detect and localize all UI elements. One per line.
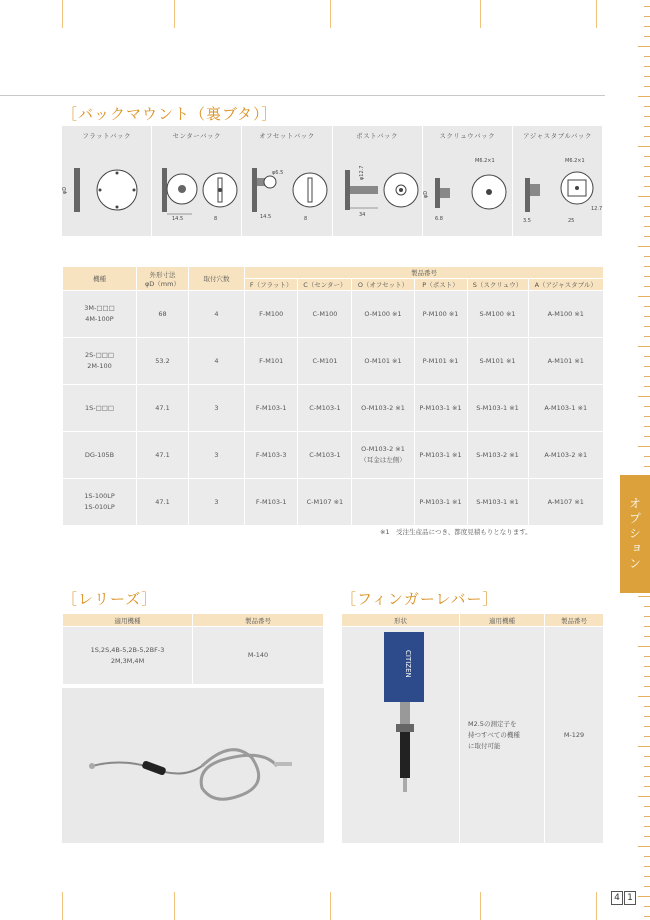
cell-s: S-M100 ※1 <box>467 291 528 338</box>
ruler-mark <box>644 66 650 67</box>
ruler-mark <box>644 676 650 677</box>
ruler-mark <box>644 36 650 37</box>
col-f: F（フラット） <box>245 279 298 291</box>
margin-tick <box>174 892 175 920</box>
col-holes: 取付穴数 <box>189 267 245 291</box>
ruler-mark <box>644 686 650 687</box>
table-row <box>63 338 604 385</box>
cell-o: O-M100 ※1 <box>352 291 414 338</box>
ruler-mark <box>644 716 650 717</box>
offset-dim-8: 8 <box>304 216 308 222</box>
cell-model: 3M-□□□ 4M-100P <box>63 291 137 338</box>
ruler-mark <box>644 326 650 327</box>
ruler-mark <box>644 136 650 137</box>
ruler-mark <box>638 596 650 597</box>
ruler-mark <box>644 616 650 617</box>
finger-product: M-129 <box>545 627 604 844</box>
adjustable-back-cell <box>513 126 602 236</box>
ruler-mark <box>644 366 650 367</box>
ruler-mark <box>644 76 650 77</box>
cell-holes: 3 <box>189 385 245 432</box>
side-tab: オプション <box>620 475 650 593</box>
screw-back-label: スクリュウバック <box>439 132 496 140</box>
ruler-mark <box>644 286 650 287</box>
ruler-mark <box>638 446 650 447</box>
table-row <box>63 479 604 526</box>
release-col-product: 製品番号 <box>193 614 324 627</box>
cell-model: 2S-□□□ 2M-100 <box>63 338 137 385</box>
ruler-mark <box>644 266 650 267</box>
back-mount-diagrams <box>62 126 602 236</box>
ruler-mark <box>638 696 650 697</box>
cell-f: F-M103-3 <box>245 432 298 479</box>
ruler-mark <box>644 906 650 907</box>
ruler-mark <box>644 466 650 467</box>
ruler-mark <box>644 866 650 867</box>
finger-col-shape: 形状 <box>342 614 460 627</box>
offset-back-drawing <box>242 148 332 236</box>
cell-f: F-M103-1 <box>245 479 298 526</box>
cell-outer: 47.1 <box>137 432 189 479</box>
center-back-cell <box>152 126 242 236</box>
col-s: S（スクリュウ） <box>467 279 528 291</box>
cell-p: P-M101 ※1 <box>414 338 467 385</box>
margin-tick <box>596 892 597 920</box>
cell-c: C-M107 ※1 <box>298 479 352 526</box>
cell-a: A-M103-1 ※1 <box>528 385 603 432</box>
ruler-mark <box>644 176 650 177</box>
col-model: 機種 <box>63 267 137 291</box>
page-number-digit-2: 1 <box>624 891 636 905</box>
release-product: M-140 <box>193 627 324 685</box>
ruler-mark <box>644 666 650 667</box>
cell-p: P-M103-1 ※1 <box>414 385 467 432</box>
ruler-mark <box>644 756 650 757</box>
center-dim-8: 8 <box>214 216 218 222</box>
ruler-mark <box>644 6 650 7</box>
cell-a: A-M101 ※1 <box>528 338 603 385</box>
cell-p: P-M103-1 ※1 <box>414 479 467 526</box>
back-mount-title-text: バックマウント（裏ブタ） <box>78 105 262 123</box>
ruler-mark <box>644 776 650 777</box>
ruler-mark <box>644 166 650 167</box>
back-mount-table <box>62 266 604 526</box>
ruler-mark <box>638 246 650 247</box>
ruler-mark <box>644 186 650 187</box>
cell-model: 1S-100LP 1S-010LP <box>63 479 137 526</box>
flat-back-cell <box>62 126 152 236</box>
col-a: A（アジャスタブル） <box>528 279 603 291</box>
cell-model: DG-105B <box>63 432 137 479</box>
screw-dim-d: φD <box>422 190 429 198</box>
finger-shape <box>342 627 460 844</box>
cell-holes: 3 <box>189 479 245 526</box>
ruler-mark <box>644 856 650 857</box>
cell-outer: 47.1 <box>137 385 189 432</box>
ruler-mark <box>638 846 650 847</box>
col-c: C（センター） <box>298 279 352 291</box>
cell-s: S-M101 ※1 <box>467 338 528 385</box>
ruler-mark <box>644 656 650 657</box>
ruler-mark <box>644 606 650 607</box>
cell-p: P-M100 ※1 <box>414 291 467 338</box>
flat-side-view <box>74 168 80 212</box>
cell-a: A-M100 ※1 <box>528 291 603 338</box>
finger-models: M2.5の測定子を 持つすべての機種 に取付可能 <box>460 627 545 844</box>
ruler-mark <box>638 746 650 747</box>
edge-ruler <box>626 0 650 920</box>
ruler-mark <box>644 156 650 157</box>
citizen-logo-text: CITIZEN <box>403 650 412 678</box>
table-row <box>63 291 604 338</box>
cell-o: O-M103-2 ※1 （耳金は左側） <box>352 432 414 479</box>
cell-o: O-M103-2 ※1 <box>352 385 414 432</box>
ruler-mark <box>644 226 650 227</box>
release-image <box>62 688 324 843</box>
cell-c: C-M103-1 <box>298 385 352 432</box>
center-dim-14-5: 14.5 <box>172 216 184 222</box>
cell-outer: 53.2 <box>137 338 189 385</box>
ruler-mark <box>644 276 650 277</box>
margin-tick <box>596 0 597 28</box>
post-back-drawing <box>333 148 423 236</box>
center-back-drawing <box>152 148 242 236</box>
cell-s: S-M103-2 ※1 <box>467 432 528 479</box>
cell-o: O-M101 ※1 <box>352 338 414 385</box>
margin-tick <box>330 892 331 920</box>
cell-outer: 68 <box>137 291 189 338</box>
ruler-mark <box>644 426 650 427</box>
cell-f: F-M100 <box>245 291 298 338</box>
cell-c: C-M100 <box>298 291 352 338</box>
release-title: ［レリーズ］ <box>62 590 158 608</box>
ruler-mark <box>644 116 650 117</box>
margin-tick <box>480 892 481 920</box>
adjustable-back-label: アジャスタブルバック <box>522 132 592 140</box>
ruler-mark <box>644 456 650 457</box>
screw-back-drawing <box>423 148 513 236</box>
ruler-mark <box>638 796 650 797</box>
screw-dim-6-8: 6.8 <box>434 216 443 222</box>
post-dim-34: 34 <box>358 212 365 218</box>
ruler-mark <box>638 396 650 397</box>
ruler-mark <box>644 786 650 787</box>
finger-lever-title: ［フィンガーレバー］ <box>341 590 499 608</box>
cell-p: P-M103-1 ※1 <box>414 432 467 479</box>
ruler-mark <box>644 626 650 627</box>
ruler-mark <box>644 336 650 337</box>
cell-holes: 4 <box>189 291 245 338</box>
finger-lever-illustration <box>346 628 456 838</box>
release-models: 1S,2S,4B-5,2B-5,2BF-3 2M,3M,4M <box>63 627 193 685</box>
adj-dim-m62: M6.2×1 <box>564 158 585 164</box>
ruler-mark <box>644 436 650 437</box>
post-back-cell <box>333 126 423 236</box>
cell-holes: 3 <box>189 432 245 479</box>
post-dim-12-7: φ12.7 <box>358 165 365 180</box>
ruler-mark <box>644 886 650 887</box>
margin-tick <box>62 0 63 28</box>
ruler-mark <box>644 356 650 357</box>
back-mount-title: ［バックマウント（裏ブタ）］ <box>62 105 278 123</box>
col-product: 製品番号 <box>245 267 604 279</box>
margin-tick <box>330 0 331 28</box>
ruler-mark <box>644 806 650 807</box>
offset-dim-6-5: φ6.5 <box>272 170 284 176</box>
center-back-label: センターバック <box>172 132 221 140</box>
ruler-mark <box>644 236 650 237</box>
ruler-mark <box>644 126 650 127</box>
cell-f: F-M101 <box>245 338 298 385</box>
cell-o <box>352 479 414 526</box>
ruler-mark <box>644 636 650 637</box>
ruler-mark <box>644 916 650 917</box>
offset-back-label: オフセットバック <box>259 132 315 140</box>
ruler-mark <box>638 346 650 347</box>
cell-c: C-M103-1 <box>298 432 352 479</box>
release-title-text: レリーズ <box>78 590 142 608</box>
finger-lever-title-text: フィンガーレバー <box>357 590 483 608</box>
cell-f: F-M103-1 <box>245 385 298 432</box>
flat-back-drawing <box>62 148 152 236</box>
ruler-mark <box>644 406 650 407</box>
cell-s: S-M103-1 ※1 <box>467 479 528 526</box>
screw-back-cell <box>423 126 513 236</box>
ruler-mark <box>644 706 650 707</box>
ruler-mark <box>644 416 650 417</box>
col-p: P（ポスト） <box>414 279 467 291</box>
release-col-model: 適用機種 <box>63 614 193 627</box>
ruler-mark <box>644 766 650 767</box>
cell-s: S-M103-1 ※1 <box>467 385 528 432</box>
col-o: O（オフセット） <box>352 279 414 291</box>
ruler-mark <box>638 896 650 897</box>
ruler-mark <box>644 16 650 17</box>
flat-dim-d: φD <box>62 186 68 194</box>
cell-outer: 47.1 <box>137 479 189 526</box>
ruler-mark <box>644 726 650 727</box>
ruler-mark <box>644 86 650 87</box>
ruler-mark <box>644 376 650 377</box>
ruler-mark <box>644 306 650 307</box>
ruler-mark <box>644 836 650 837</box>
ruler-mark <box>644 386 650 387</box>
cell-a: A-M107 ※1 <box>528 479 603 526</box>
ruler-mark <box>644 56 650 57</box>
ruler-mark <box>638 46 650 47</box>
col-outer: 外形寸法 φD（mm） <box>137 267 189 291</box>
ruler-mark <box>638 146 650 147</box>
offset-dim-14-5: 14.5 <box>260 214 272 220</box>
offset-back-cell <box>242 126 332 236</box>
ruler-mark <box>644 216 650 217</box>
margin-tick <box>480 0 481 28</box>
ruler-mark <box>638 96 650 97</box>
ruler-mark <box>644 26 650 27</box>
cell-model: 1S-□□□ <box>63 385 137 432</box>
margin-tick <box>174 0 175 28</box>
adj-dim-25: 25 <box>567 218 575 224</box>
screw-dim-m62: M6.2×1 <box>474 158 495 164</box>
ruler-mark <box>644 816 650 817</box>
table-row <box>63 385 604 432</box>
ruler-mark <box>638 296 650 297</box>
cell-holes: 4 <box>189 338 245 385</box>
margin-tick <box>62 892 63 920</box>
ruler-mark <box>638 646 650 647</box>
finger-col-product: 製品番号 <box>545 614 604 627</box>
release-table <box>62 613 324 685</box>
release-cable-illustration <box>62 688 324 843</box>
cell-c: C-M101 <box>298 338 352 385</box>
table-row <box>63 432 604 479</box>
flat-front-view <box>97 170 137 210</box>
footnote: ※1 受注生産品につき、都度見積もりとなります。 <box>380 528 532 536</box>
post-back-label: ポストバック <box>356 132 399 140</box>
ruler-mark <box>644 876 650 877</box>
ruler-mark <box>644 826 650 827</box>
page-number-digit-1: 4 <box>611 891 623 905</box>
ruler-mark <box>644 256 650 257</box>
finger-lever-table <box>341 613 604 844</box>
ruler-mark <box>644 316 650 317</box>
ruler-mark <box>644 106 650 107</box>
header-divider <box>0 95 605 96</box>
adj-dim-12-7: 12.7 <box>590 206 602 212</box>
finger-col-model: 適用機種 <box>460 614 545 627</box>
ruler-mark <box>644 736 650 737</box>
cell-a: A-M103-2 ※1 <box>528 432 603 479</box>
ruler-mark <box>644 206 650 207</box>
adjustable-back-drawing <box>513 148 603 236</box>
ruler-mark <box>638 196 650 197</box>
flat-back-label: フラットバック <box>82 132 131 140</box>
adj-dim-3-5: 3.5 <box>522 218 531 224</box>
